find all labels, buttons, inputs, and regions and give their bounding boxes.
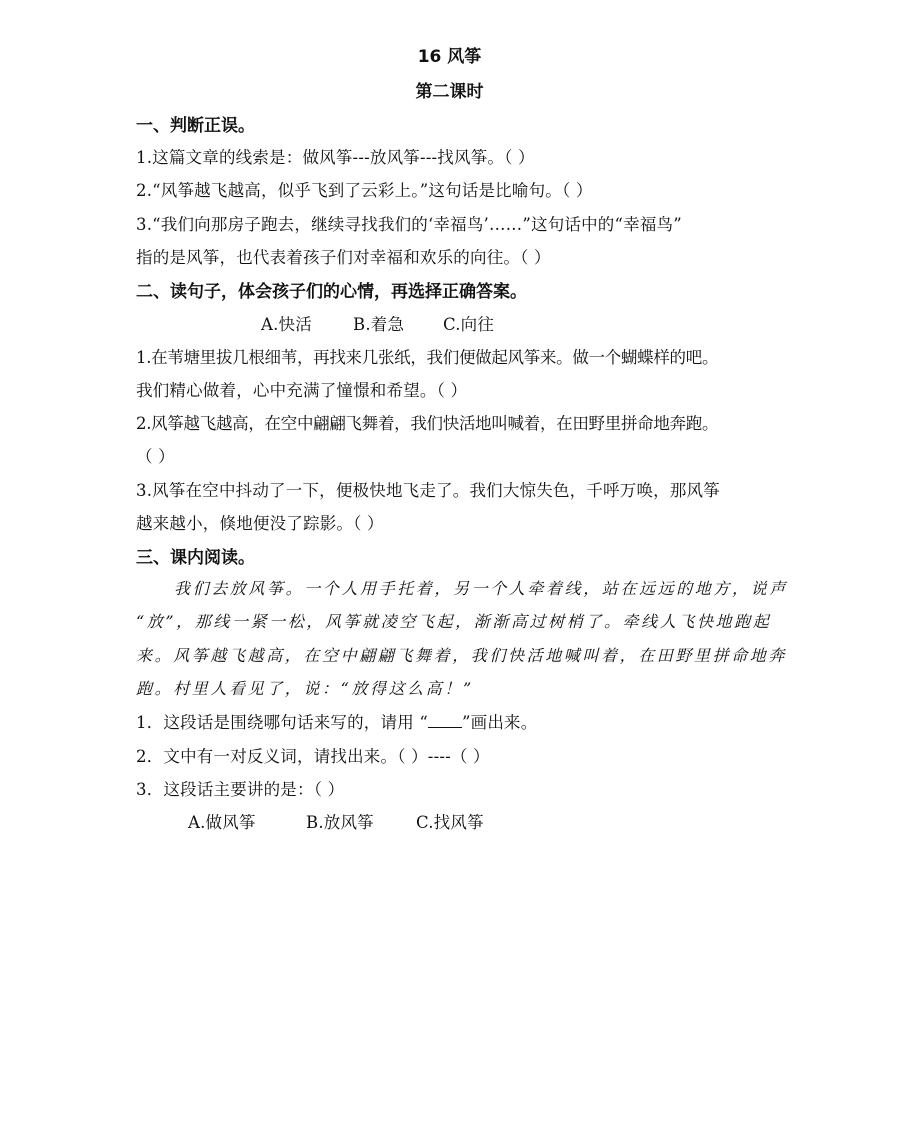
section2-option-c: C.向往 bbox=[443, 315, 495, 334]
section2-option-b: B.着急 bbox=[353, 315, 405, 334]
section1-question-2: 2.“风筝越飞越高，似乎飞到了云彩上。”这句话是比喻句。（ ） bbox=[136, 181, 593, 200]
section3-option-c: C.找风筝 bbox=[416, 813, 484, 832]
section2-question-2-line1: 2.风筝越飞越高，在空中翩翩飞舞着，我们快活地叫喊着，在田野里拼命地奔跑。 bbox=[136, 414, 719, 433]
section3-question-1-text-end: ”画出来。 bbox=[461, 713, 538, 732]
section2-heading: 二、读句子，体会孩子们的心情，再选择正确答案。 bbox=[136, 282, 527, 302]
section1-heading: 一、判断正误。 bbox=[136, 116, 255, 136]
section1-question-3-line2: 指的是风筝，也代表着孩子们对幸福和欢乐的向往。（ ） bbox=[136, 248, 551, 267]
section3-question-3: 3．这段话主要讲的是：（ ） bbox=[136, 780, 345, 799]
section2-option-a: A.快活 bbox=[261, 315, 312, 334]
section3-option-a: A.做风筝 bbox=[188, 813, 256, 832]
section3-question-1-text: 1．这段话是围绕哪句话来写的，请用 “ bbox=[136, 713, 428, 732]
passage-line: 我们去放风筝。一个人用手托着，另一个人牵着线，站在远远的地方，说声 bbox=[174, 579, 788, 598]
passage-line: 来。风筝越飞越高，在空中翩翩飞舞着，我们快活地喊叫着，在田野里拼命地奔 bbox=[136, 646, 788, 665]
section3-question-2: 2．文中有一对反义词，请找出来。（ ）----（ ） bbox=[136, 747, 490, 766]
section2-question-3-line1: 3.风筝在空中抖动了一下，便极快地飞走了。我们大惊失色，千呼万唤，那风筝 bbox=[136, 481, 720, 500]
section1-question-3-line1: 3.“我们向那房子跑去，继续寻找我们的‘幸福鸟’……”这句话中的“幸福鸟” bbox=[136, 215, 682, 234]
section1-question-1: 1.这篇文章的线索是：做风筝---放风筝---找风筝。（ ） bbox=[136, 148, 535, 167]
passage-line: “放”，那线一紧一松，风筝就凌空飞起，渐渐高过树梢了。牵线人飞快地跑起 bbox=[136, 612, 772, 631]
section3-question-1 bbox=[136, 709, 537, 733]
page-title: 16 风筝 bbox=[417, 47, 482, 67]
section2-question-1-line1: 1.在苇塘里拔几根细苇，再找来几张纸，我们便做起风筝来。做一个蝴蝶样的吧。 bbox=[136, 348, 719, 367]
section3-option-b: B.放风筝 bbox=[306, 813, 374, 832]
section2-question-1-line2: 我们精心做着，心中充满了憧憬和希望。（ ） bbox=[136, 381, 468, 400]
page-subtitle: 第二课时 bbox=[415, 82, 484, 102]
section2-question-2-line2: （ ） bbox=[136, 447, 175, 466]
passage-line: 跑。村里人看见了，说：“放得这么高！” bbox=[136, 679, 474, 698]
underline-sample bbox=[428, 713, 462, 728]
section2-question-3-line2: 越来越小，倏地便没了踪影。（ ） bbox=[136, 514, 384, 533]
section3-heading: 三、课内阅读。 bbox=[136, 548, 255, 568]
